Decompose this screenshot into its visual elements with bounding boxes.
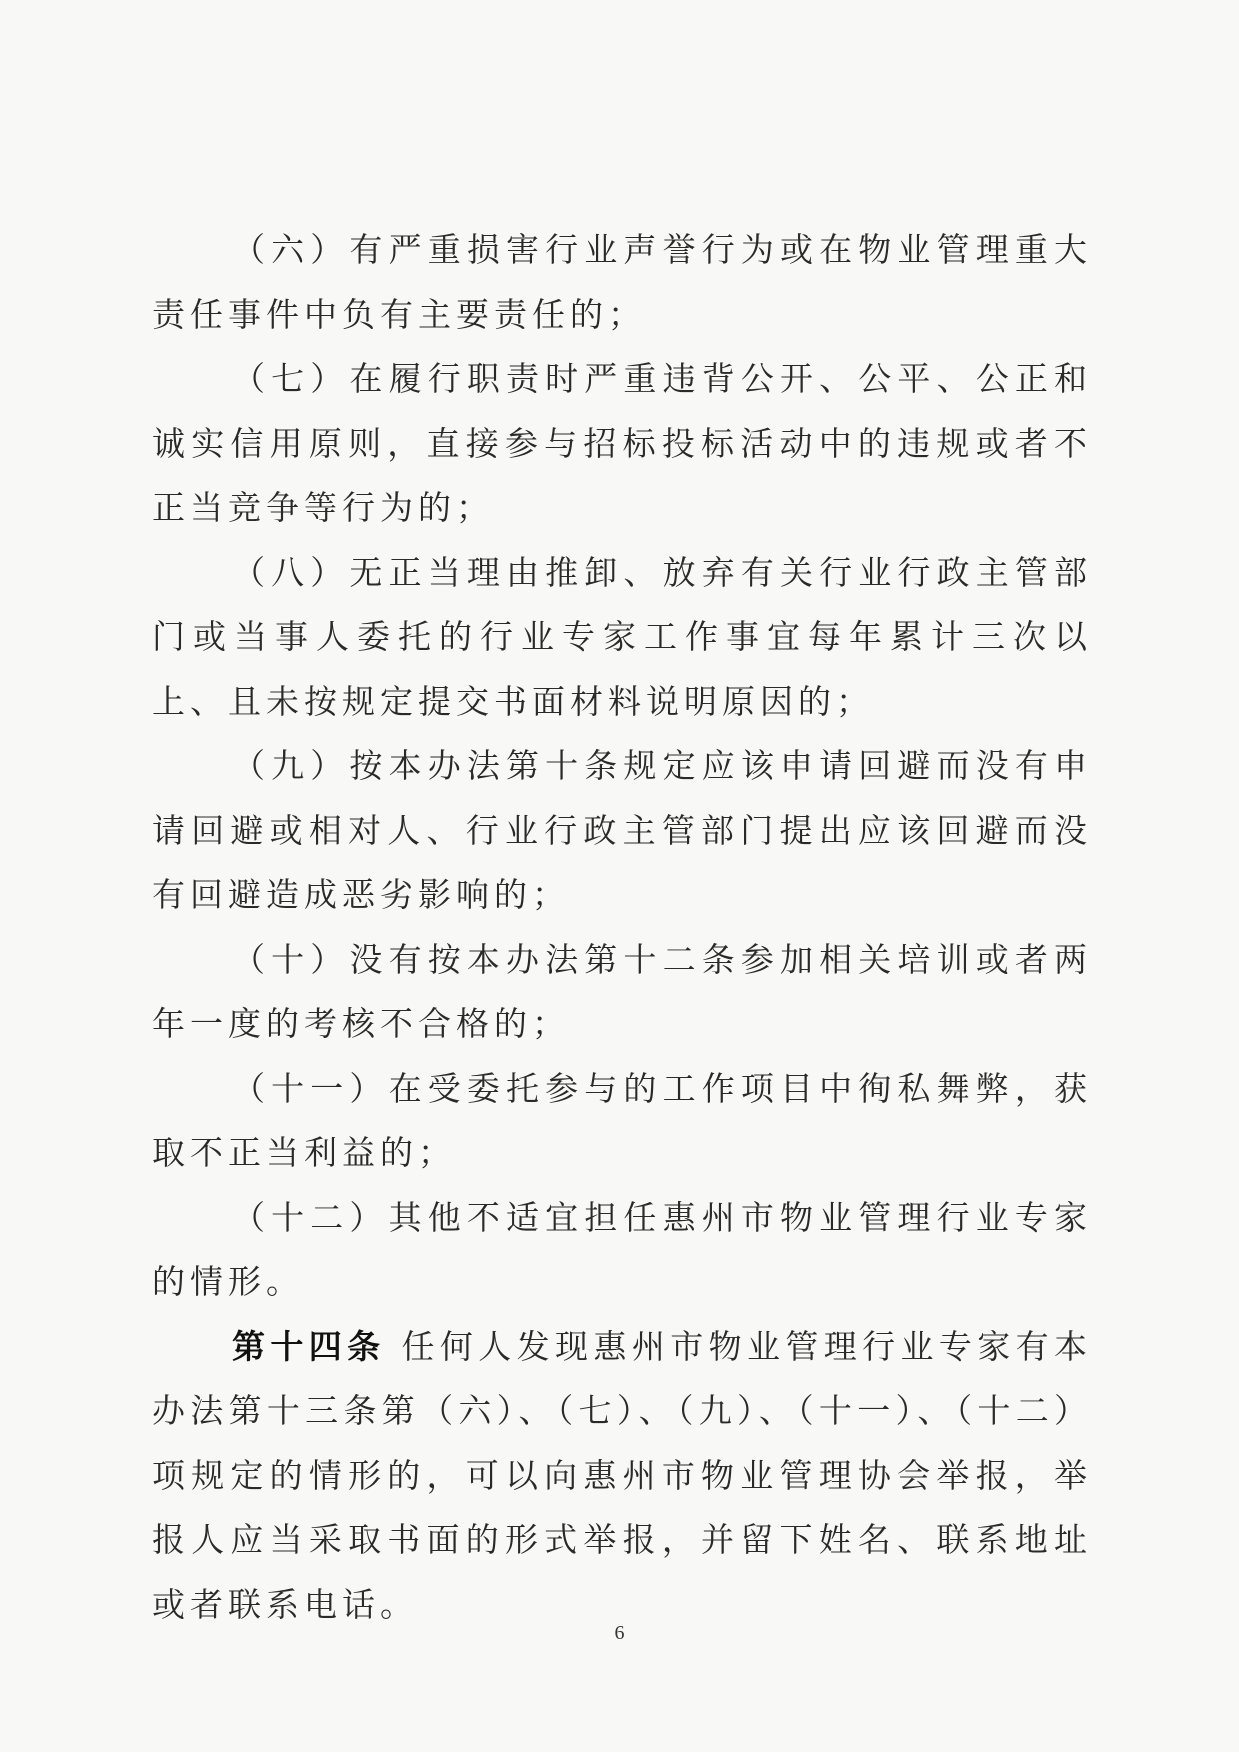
clause-8: （八）无正当理由推卸、放弃有关行业行政主管部门或当事人委托的行业专家工作事宜每年累计三次以上、且未按规定提交书面材料说明原因的； [152,552,1092,721]
clause-12: （十二）其他不适宜担任惠州市物业管理行业专家的情形。 [152,1197,1092,1301]
clause-6: （六）有严重损害行业声誉行为或在物业管理重大责任事件中负有主要责任的； [152,230,1092,334]
clause-9: （九）按本办法第十条规定应该申请回避而没有申请回避或相对人、行业行政主管部门提出应该回避而没有回避造成恶劣影响的； [152,746,1092,914]
document-body [152,218,1092,1637]
clause-10: （十）没有按本办法第十二条参加相关培训或者两年一度的考核不合格的； [152,939,1092,1043]
article-14 [152,1315,1092,1638]
article-14-label: 第十四条 [232,1326,386,1366]
clause-11: （十一）在受委托参与的工作项目中徇私舞弊，获取不正当利益的； [152,1068,1092,1172]
article-14-text: 任何人发现惠州市物业管理行业专家有本办法第十三条第（六）、（七）、（九）、（十一）、（十二）项规定的情形的，可以向惠州市物业管理协会举报，举报人应当采取书面的形式举报，并留下姓名、联系地址或者联系电话。 [152,1326,1093,1624]
clause-7: （七）在履行职责时严重违背公开、公平、公正和诚实信用原则，直接参与招标投标活动中的违规或者不正当竞争等行为的； [152,359,1092,527]
page-number: 6 [614,1622,625,1644]
